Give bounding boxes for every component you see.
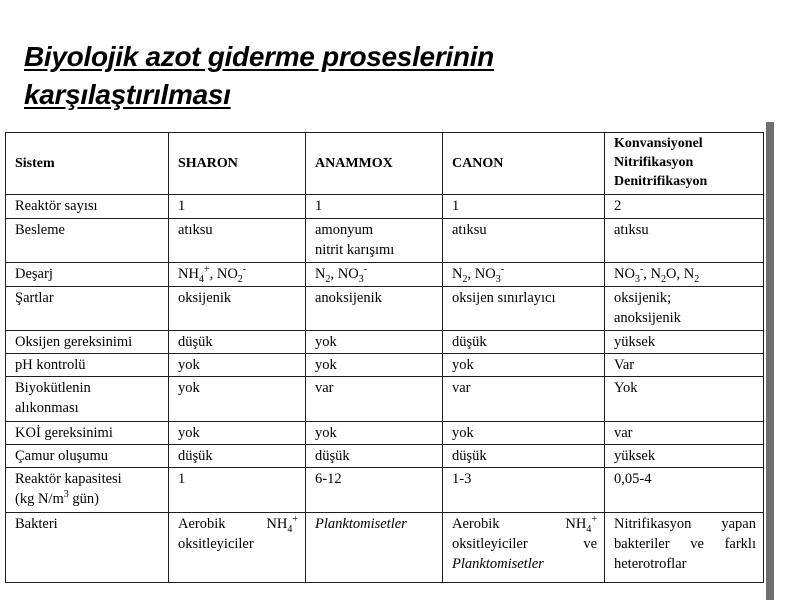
cell-konv [605, 513, 764, 583]
cell-sharon: 1 [169, 468, 306, 513]
table-row [6, 331, 764, 354]
chem-text: , NO [330, 266, 359, 282]
cell-line: alıkonması [15, 400, 79, 416]
header-anammox: ANAMMOX [306, 133, 443, 195]
cell-canon: 1-3 [443, 468, 605, 513]
cell-konv: yüksek [605, 331, 764, 354]
comparison-table-image [0, 122, 774, 600]
cell-anammox [306, 219, 443, 263]
cell-anammox: var [306, 377, 443, 422]
cell-sharon: atıksu [169, 219, 306, 263]
cell-sharon: düşük [169, 331, 306, 354]
cell-canon: yok [443, 422, 605, 445]
cell-line: Biyokütlenin [15, 380, 91, 396]
cell-canon: atıksu [443, 219, 605, 263]
word: farklı [724, 536, 756, 552]
chem-text: , NO [209, 266, 238, 282]
cell-konv [605, 287, 764, 331]
cell-konv: 0,05-4 [605, 468, 764, 513]
chem-sub: 2 [325, 273, 331, 285]
cell-line [178, 514, 298, 534]
row-label: Reaktör sayısı [6, 195, 169, 219]
image-right-edge [766, 122, 774, 600]
word: ve [583, 536, 597, 552]
cell-anammox: yok [306, 331, 443, 354]
row-label [6, 377, 169, 422]
row-label: KOİ gereksinimi [6, 422, 169, 445]
row-label: Oksijen gereksinimi [6, 331, 169, 354]
title-line-2: karşılaştırılması [24, 79, 231, 110]
header-konvansiyonel [605, 133, 764, 195]
comparison-table [5, 132, 764, 583]
slide-title [24, 38, 764, 114]
cell-anammox: düşük [306, 445, 443, 468]
cell-canon: düşük [443, 445, 605, 468]
chem-sub: 4 [198, 273, 204, 285]
word: ve [690, 536, 704, 552]
header-canon: CANON [443, 133, 605, 195]
chem-sup: - [500, 264, 505, 276]
table-row [6, 422, 764, 445]
cell-line [614, 514, 756, 534]
cell-konv [605, 263, 764, 287]
header-konv-line2: Nitrifikasyon [614, 155, 694, 170]
cell-sharon: yok [169, 354, 306, 377]
cell-line: Reaktör kapasitesi [15, 471, 122, 487]
word: Aerobik [452, 516, 500, 532]
word: yapan [721, 516, 756, 532]
cell-konv: yüksek [605, 445, 764, 468]
table-row [6, 195, 764, 219]
title-line-1: Biyolojik azot giderme proseslerinin [24, 41, 494, 72]
cell-line [452, 514, 597, 534]
cell-sharon: oksijenik [169, 287, 306, 331]
table-row [6, 377, 764, 422]
cell-konv: Yok [605, 377, 764, 422]
unit-text: (kg N/m [15, 491, 64, 507]
chem-text: NH [266, 516, 288, 532]
cell-anammox: anoksijenik [306, 287, 443, 331]
cell-line: amonyum [315, 222, 373, 238]
cell-anammox: 1 [306, 195, 443, 219]
cell-sharon: yok [169, 377, 306, 422]
chem-formula [565, 514, 597, 534]
chem-sub: 3 [634, 273, 640, 285]
word: oksitleyiciler [452, 536, 528, 552]
chem-sub: 2 [694, 273, 700, 285]
row-label: Besleme [6, 219, 169, 263]
chem-sup: - [242, 264, 247, 276]
chem-sup: - [363, 264, 368, 276]
chem-sub: 2 [462, 273, 468, 285]
cell-konv: atıksu [605, 219, 764, 263]
cell-line: Planktomisetler [452, 556, 544, 572]
table-row [6, 354, 764, 377]
cell-line [452, 534, 597, 554]
row-label: pH kontrolü [6, 354, 169, 377]
row-label: Şartlar [6, 287, 169, 331]
row-label: Deşarj [6, 263, 169, 287]
table-row [6, 263, 764, 287]
cell-line: heterotroflar [614, 556, 687, 572]
unit-text: gün) [68, 491, 99, 507]
cell-canon [443, 513, 605, 583]
header-konv-line1: Konvansiyonel [614, 136, 703, 151]
cell-anammox: Planktomisetler [306, 513, 443, 583]
row-label: Bakteri [6, 513, 169, 583]
chem-sub: 3 [358, 273, 364, 285]
chem-text: O, N [666, 266, 695, 282]
cell-konv: 2 [605, 195, 764, 219]
cell-line [15, 489, 161, 509]
chem-formula [266, 514, 298, 534]
chem-sub: 2 [661, 273, 667, 285]
cell-anammox [306, 263, 443, 287]
cell-line [614, 534, 756, 554]
row-label [6, 468, 169, 513]
row-label: Çamur oluşumu [6, 445, 169, 468]
cell-line: oksitleyiciler [178, 536, 254, 552]
chem-text: , NO [467, 266, 496, 282]
table-row [6, 468, 764, 513]
chem-sup: + [591, 514, 597, 526]
cell-canon: düşük [443, 331, 605, 354]
chem-sup: + [292, 514, 298, 526]
cell-anammox: yok [306, 354, 443, 377]
cell-line: anoksijenik [614, 310, 681, 326]
chem-text: N [315, 266, 326, 282]
chem-sub: 3 [495, 273, 501, 285]
cell-canon: oksijen sınırlayıcı [443, 287, 605, 331]
cell-anammox: yok [306, 422, 443, 445]
cell-sharon [169, 513, 306, 583]
cell-line: oksijenik; [614, 290, 672, 306]
chem-sub: 4 [586, 523, 592, 535]
chem-text: NH [178, 266, 199, 282]
cell-sharon: yok [169, 422, 306, 445]
word: bakteriler [614, 536, 670, 552]
header-sharon: SHARON [169, 133, 306, 195]
chem-sup: - [639, 264, 644, 276]
unit-sup: 3 [63, 489, 69, 501]
cell-sharon [169, 263, 306, 287]
word: Nitrifikasyon [614, 516, 692, 532]
table-row [6, 445, 764, 468]
header-sistem: Sistem [6, 133, 169, 195]
chem-text: NO [614, 266, 635, 282]
chem-text: N [452, 266, 463, 282]
cell-canon: var [443, 377, 605, 422]
cell-canon [443, 263, 605, 287]
chem-sup: + [203, 264, 210, 276]
cell-canon: 1 [443, 195, 605, 219]
header-konv-line3: Denitrifikasyon [614, 174, 708, 189]
cell-anammox: 6-12 [306, 468, 443, 513]
table-row [6, 513, 764, 583]
word: Aerobik [178, 516, 226, 532]
chem-text: NH [565, 516, 587, 532]
chem-sub: 2 [237, 273, 243, 285]
cell-line: nitrit karışımı [315, 242, 395, 258]
cell-sharon: düşük [169, 445, 306, 468]
chem-text: , N [643, 266, 662, 282]
table-row [6, 219, 764, 263]
chem-sub: 4 [287, 523, 293, 535]
cell-konv: var [605, 422, 764, 445]
cell-canon: yok [443, 354, 605, 377]
cell-sharon: 1 [169, 195, 306, 219]
cell-konv: Var [605, 354, 764, 377]
table-row [6, 287, 764, 331]
table-header-row [6, 133, 764, 195]
